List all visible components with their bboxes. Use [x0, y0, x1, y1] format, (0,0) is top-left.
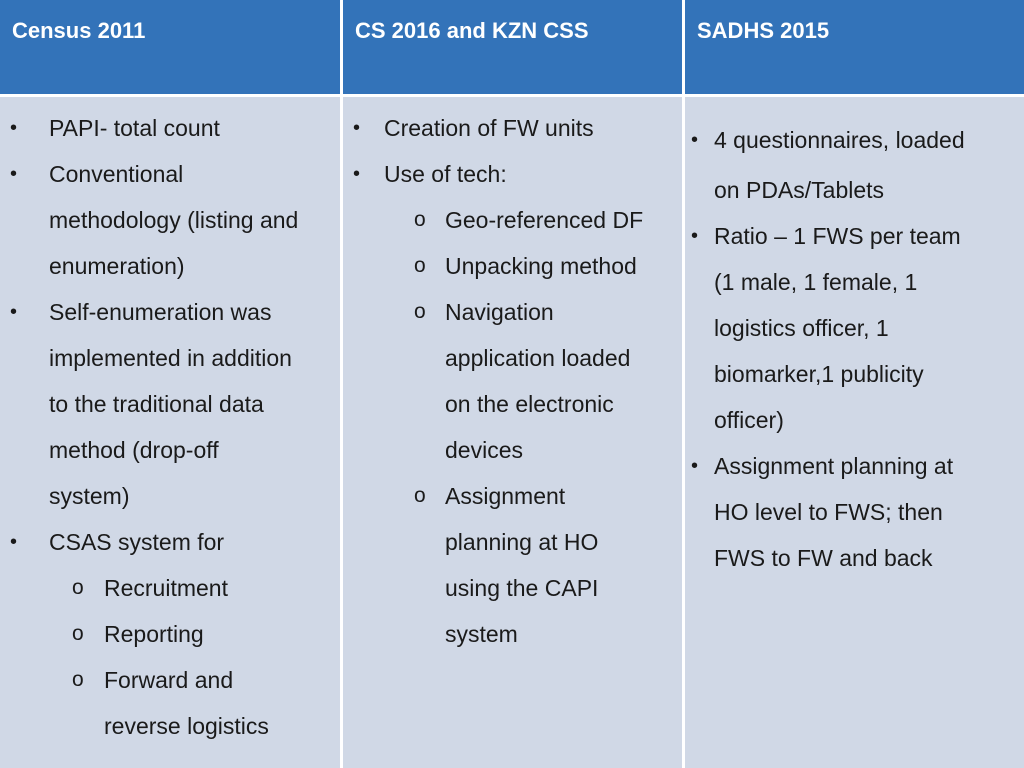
- list-item-continuation: methodology (listing and: [49, 207, 299, 233]
- cell-sadhs-2015: [685, 97, 1024, 768]
- list-item-continuation: method (drop-off: [49, 437, 219, 463]
- header-census-2011: [0, 0, 340, 94]
- list-item: Conventional: [49, 161, 184, 187]
- sub-list-item: Navigation: [445, 299, 554, 325]
- list-item-continuation: HO level to FWS; then: [714, 499, 943, 525]
- list-item-continuation: (1 male, 1 female, 1: [714, 269, 918, 295]
- sub-list-item-continuation: system: [445, 621, 518, 647]
- circle-bullet-icon: o: [414, 484, 426, 507]
- sub-list-item: Geo-referenced DF: [445, 207, 644, 233]
- list-item-continuation: FWS to FW and back: [714, 545, 933, 571]
- bullet-icon: •: [691, 129, 699, 151]
- list-item: Use of tech:: [384, 161, 507, 187]
- bullet-icon: •: [10, 117, 18, 139]
- cell-cs-2016: [343, 97, 682, 768]
- sub-list-item: Forward and: [104, 667, 234, 693]
- list-item: CSAS system for: [49, 529, 225, 555]
- sub-list-item-continuation: devices: [445, 437, 523, 463]
- list-item-continuation: implemented in addition: [49, 345, 292, 371]
- header-label: SADHS 2015: [697, 18, 830, 43]
- list-item-continuation: on PDAs/Tablets: [714, 177, 885, 203]
- list-item-continuation: logistics officer, 1: [714, 315, 889, 341]
- circle-bullet-icon: o: [72, 576, 84, 599]
- bullet-icon: •: [10, 531, 18, 553]
- list-item-continuation: officer): [714, 407, 784, 433]
- cell-census-2011: [0, 97, 340, 768]
- circle-bullet-icon: o: [72, 668, 84, 691]
- sub-list-item-continuation: application loaded: [445, 345, 631, 371]
- list-item: PAPI- total count: [49, 115, 220, 141]
- bullet-icon: •: [353, 117, 361, 139]
- circle-bullet-icon: o: [72, 622, 84, 645]
- list-item: Ratio – 1 FWS per team: [714, 223, 961, 249]
- bullet-icon: •: [10, 301, 18, 323]
- bullet-icon: •: [10, 163, 18, 185]
- list-item: Assignment planning at: [714, 453, 954, 479]
- list-item-continuation: to the traditional data: [49, 391, 264, 417]
- list-item: Creation of FW units: [384, 115, 594, 141]
- list-item-continuation: system): [49, 483, 130, 509]
- sub-list-item-continuation: planning at HO: [445, 529, 599, 555]
- sub-list-item: Reporting: [104, 621, 204, 647]
- bullet-icon: •: [353, 163, 361, 185]
- list-item: 4 questionnaires, loaded: [714, 127, 965, 153]
- list-item-continuation: biomarker,1 publicity: [714, 361, 924, 387]
- header-cs-2016: [343, 0, 682, 94]
- header-label: CS 2016 and KZN CSS: [355, 18, 589, 43]
- sub-list-item: Recruitment: [104, 575, 228, 601]
- circle-bullet-icon: o: [414, 208, 426, 231]
- circle-bullet-icon: o: [414, 254, 426, 277]
- list-item: Self-enumeration was: [49, 299, 272, 325]
- header-label: Census 2011: [12, 18, 146, 43]
- sub-list-item-continuation: reverse logistics: [104, 713, 269, 739]
- sub-list-item: Unpacking method: [445, 253, 637, 279]
- bullet-icon: •: [691, 455, 699, 477]
- sub-list-item: Assignment: [445, 483, 566, 509]
- sub-list-item-continuation: using the CAPI: [445, 575, 599, 601]
- circle-bullet-icon: o: [414, 300, 426, 323]
- list-item-continuation: enumeration): [49, 253, 185, 279]
- bullet-icon: •: [691, 225, 699, 247]
- header-sadhs-2015: [685, 0, 1024, 94]
- sub-list-item-continuation: on the electronic: [445, 391, 614, 417]
